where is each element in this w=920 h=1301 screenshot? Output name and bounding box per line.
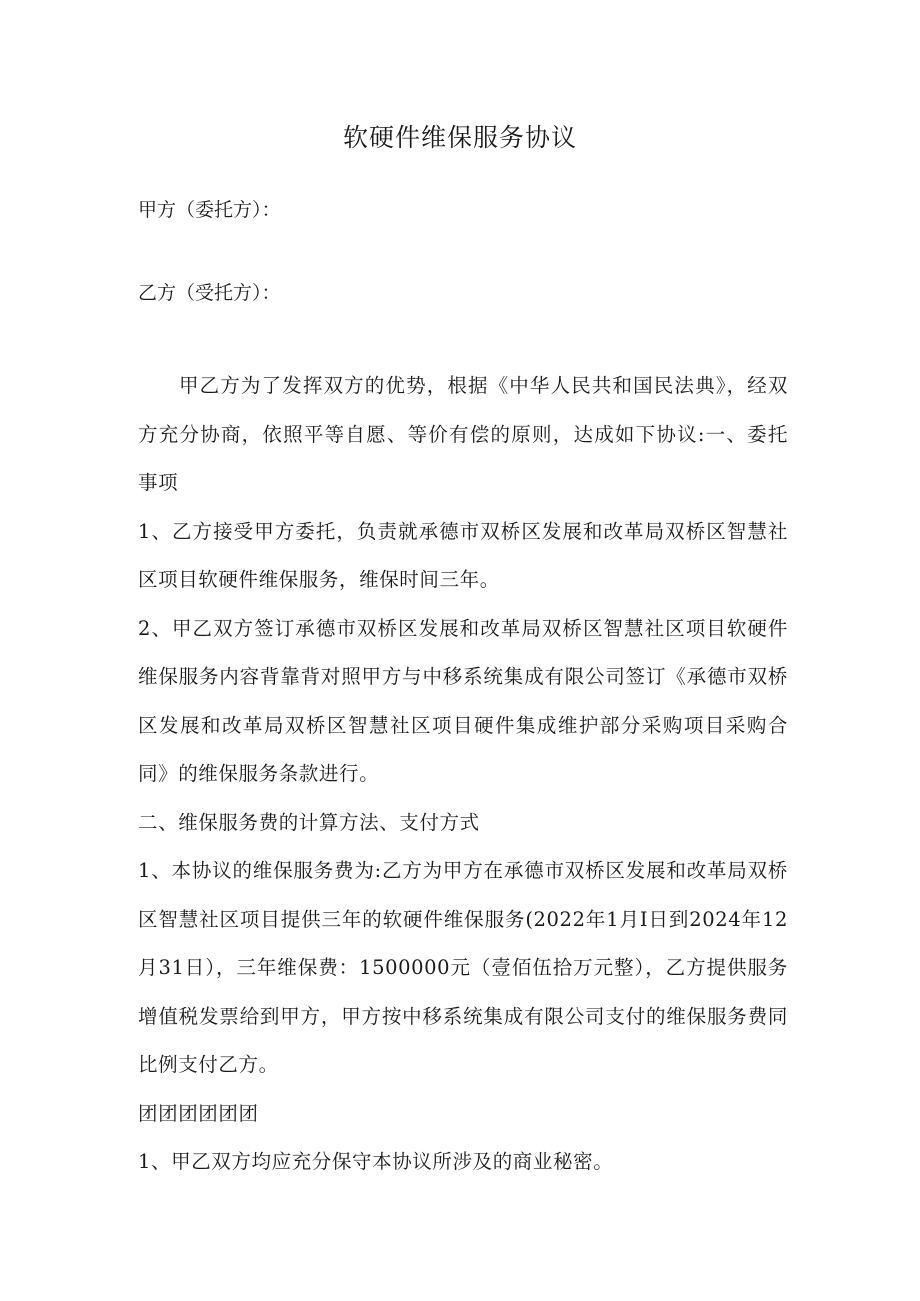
party-b-label: 乙方（受托方）： bbox=[138, 282, 281, 304]
agreement-body bbox=[138, 362, 788, 1187]
clause-3-1: 1、甲乙双方均应充分保守本协议所涉及的商业秘密。 bbox=[138, 1150, 614, 1173]
section-3-heading: 团团团团团团 bbox=[138, 1101, 259, 1125]
clause-1-1: 1、乙方接受甲方委托，负责就承德市双桥区发展和改革局双桥区智慧社区项目软硬件维保服务，维保时间三年。 bbox=[138, 519, 788, 591]
section-2-heading: 二、维保服务费的计算方法、支付方式 bbox=[138, 810, 480, 834]
clause-2-1: 1、本协议的维保服务费为:乙方为甲方在承德市双桥区发展和改革局双桥区智慧社区项目提供三年的软硬件维保服务(2022年1月I日到2024年12月31日），三年维保费：1500000元（壹佰伍拾万元整），乙方提供服务增值税发票给到甲方，甲方按中移系统集成有限公司支付的维保服务费同比例支付乙方。 bbox=[138, 859, 788, 1076]
preamble-paragraph: 甲乙方为了发挥双方的优势，根据《中华人民共和国民法典》，经双方充分协商，依照平等自愿、等价有偿的原则，达成如下协议:一、委托事项 bbox=[138, 374, 788, 494]
document-title: 软硬件维保服务协议 bbox=[342, 123, 577, 152]
party-a-label: 甲方（委托方）： bbox=[138, 199, 281, 221]
clause-1-2: 2、甲乙双方签订承德市双桥区发展和改革局双桥区智慧社区项目软硬件维保服务内容背靠背对照甲方与中移系统集成有限公司签订《承德市双桥区发展和改革局双桥区智慧社区项目硬件集成维护部分采购项目采购合同》的维保服务条款进行。 bbox=[138, 616, 788, 785]
